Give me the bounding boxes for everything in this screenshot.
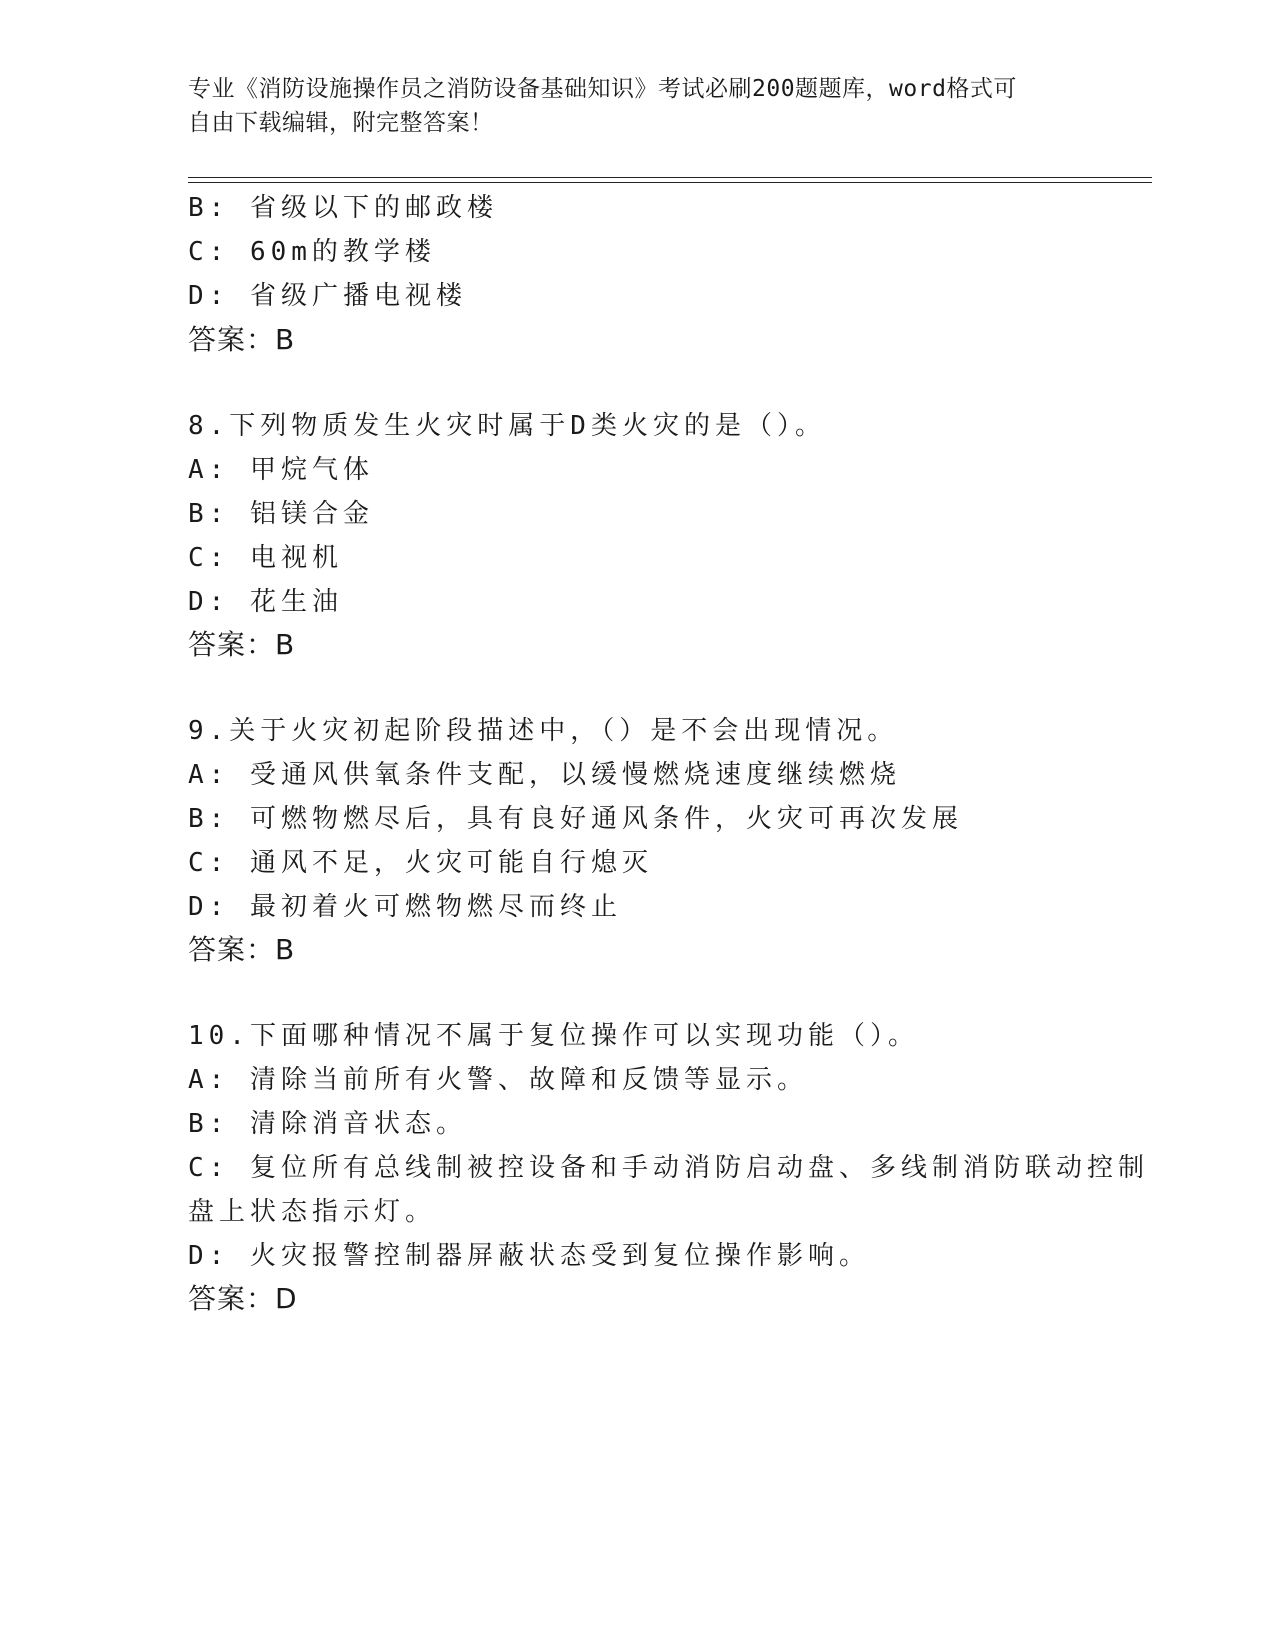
- q8-option-d: D: 花生油: [188, 587, 343, 617]
- header-line-2: 自由下载编辑，附完整答案！: [188, 110, 494, 136]
- q10-answer: 答案：D: [188, 1282, 298, 1315]
- q8-stem: 8.下列物质发生火灾时属于D类火灾的是（）。: [188, 411, 826, 441]
- q9-option-a: A: 受通风供氧条件支配，以缓慢燃烧速度继续燃烧: [188, 760, 901, 790]
- q10-option-c-line-2: 盘上状态指示灯。: [188, 1197, 437, 1227]
- q10-option-d: D: 火灾报警控制器屏蔽状态受到复位操作影响。: [188, 1241, 870, 1271]
- document-header: [188, 72, 1068, 140]
- q9-option-d: D: 最初着火可燃物燃尽而终止: [188, 892, 622, 922]
- q9-stem: 9.关于火灾初起阶段描述中，（）是不会出现情况。: [188, 716, 899, 746]
- q7-option-d: D: 省级广播电视楼: [188, 281, 467, 311]
- q10-option-c-line-1: C: 复位所有总线制被控设备和手动消防启动盘、多线制消防联动控制: [188, 1153, 1149, 1183]
- header-divider-top: [188, 177, 1152, 178]
- q7-option-c: C: 60m的教学楼: [188, 237, 436, 267]
- q10-option-b: B: 清除消音状态。: [188, 1109, 467, 1139]
- q9-option-b: B: 可燃物燃尽后，具有良好通风条件，火灾可再次发展: [188, 804, 963, 834]
- header-divider-bottom: [188, 182, 1152, 183]
- q10-stem: 10.下面哪种情况不属于复位操作可以实现功能（）。: [188, 1021, 919, 1051]
- q8-option-a: A: 甲烷气体: [188, 455, 374, 485]
- q10-option-a: A: 清除当前所有火警、故障和反馈等显示。: [188, 1065, 808, 1095]
- q9-answer: 答案：B: [188, 933, 296, 966]
- q8-option-c: C: 电视机: [188, 543, 343, 573]
- q9-option-c: C: 通风不足，火灾可能自行熄灭: [188, 848, 653, 878]
- q8-option-b: B: 铝镁合金: [188, 499, 374, 529]
- q7-option-b: B: 省级以下的邮政楼: [188, 193, 498, 223]
- q8-answer: 答案：B: [188, 628, 296, 661]
- q7-answer: 答案：B: [188, 323, 296, 356]
- header-line-1: 专业《消防设施操作员之消防设备基础知识》考试必刷200题题库，word格式可: [188, 76, 1017, 102]
